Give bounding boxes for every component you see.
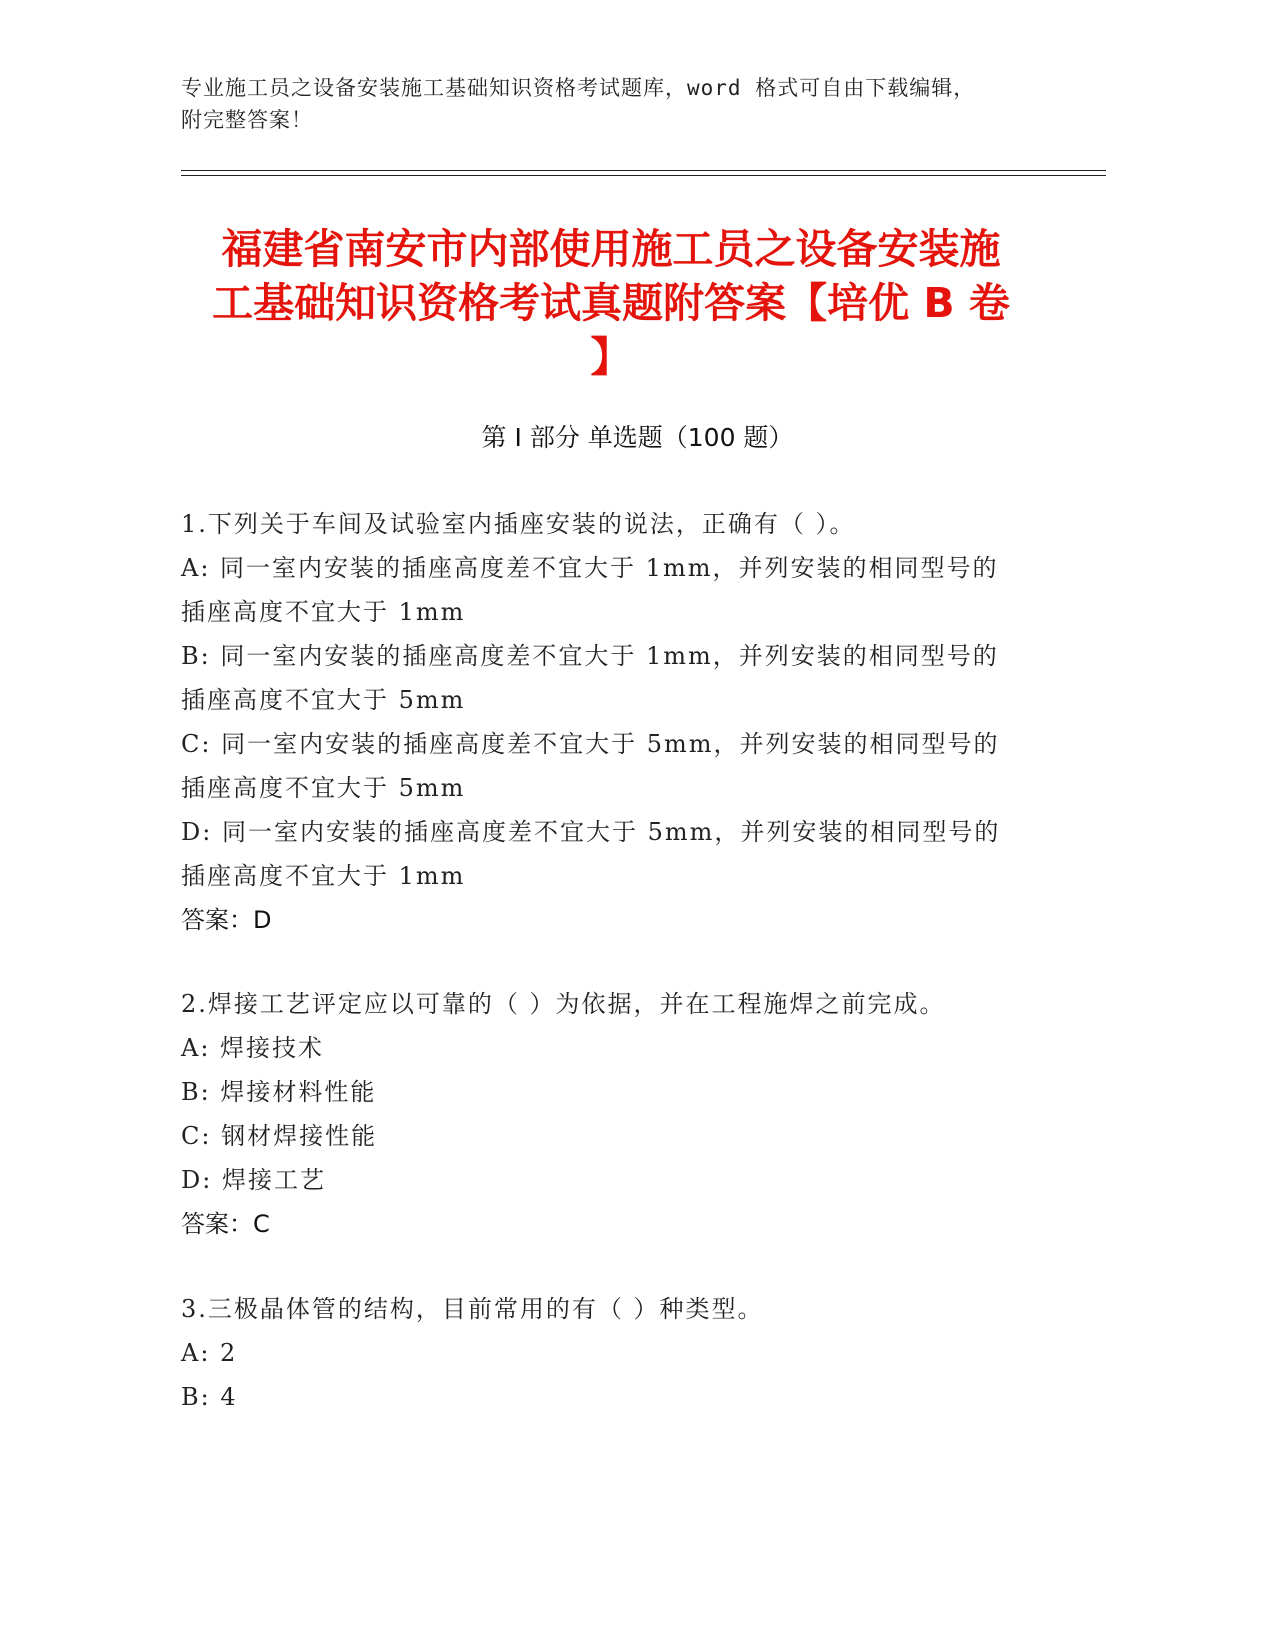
question-2-stem: 2.焊接工艺评定应以可靠的（ ）为依据，并在工程施焊之前完成。	[181, 990, 946, 1018]
question-3-option-b: B: 4	[181, 1383, 238, 1411]
question-2-answer: 答案：C	[181, 1210, 270, 1238]
question-1-option-a-line-2: 插座高度不宜大于 1mm	[181, 598, 466, 626]
question-1-option-c-line-1: C: 同一室内安装的插座高度差不宜大于 5mm，并列安装的相同型号的	[181, 730, 1000, 758]
question-1-option-b-line-1: B: 同一室内安装的插座高度差不宜大于 1mm，并列安装的相同型号的	[181, 642, 999, 670]
question-1-option-b-line-2: 插座高度不宜大于 5mm	[181, 686, 466, 714]
question-3-stem: 3.三极晶体管的结构，目前常用的有（ ）种类型。	[181, 1295, 764, 1323]
title-line-3: 】	[590, 333, 632, 381]
header-divider-top	[181, 170, 1106, 171]
question-2-option-d: D: 焊接工艺	[181, 1166, 326, 1194]
header-note-line-2: 附完整答案！	[181, 108, 313, 132]
question-1-option-d-line-2: 插座高度不宜大于 1mm	[181, 862, 466, 890]
title-line-1: 福建省南安市内部使用施工员之设备安装施	[221, 225, 1001, 273]
header-divider-bottom	[181, 175, 1106, 176]
question-1-option-c-line-2: 插座高度不宜大于 5mm	[181, 774, 466, 802]
question-2-option-c: C: 钢材焊接性能	[181, 1122, 378, 1150]
question-2	[181, 982, 1061, 1246]
header-note-line-1: 专业施工员之设备安装施工基础知识资格考试题库，word 格式可自由下载编辑，	[181, 76, 976, 100]
question-3	[181, 1287, 1061, 1419]
header-note	[181, 72, 1081, 136]
title-line-2: 工基础知识资格考试真题附答案【培优 B 卷	[212, 279, 1010, 327]
document-title	[181, 222, 1041, 384]
question-1	[181, 502, 1061, 942]
question-3-option-a: A: 2	[181, 1339, 238, 1367]
question-2-option-a: A: 焊接技术	[181, 1034, 325, 1062]
question-1-stem: 1.下列关于车间及试验室内插座安装的说法，正确有（ ）。	[181, 510, 856, 538]
question-1-option-a-line-1: A: 同一室内安装的插座高度差不宜大于 1mm，并列安装的相同型号的	[181, 554, 999, 582]
section-heading: 第 I 部分 单选题（100 题）	[481, 423, 794, 452]
question-1-option-d-line-1: D: 同一室内安装的插座高度差不宜大于 5mm，并列安装的相同型号的	[181, 818, 1001, 846]
question-1-answer: 答案：D	[181, 906, 272, 934]
question-2-option-b: B: 焊接材料性能	[181, 1078, 377, 1106]
